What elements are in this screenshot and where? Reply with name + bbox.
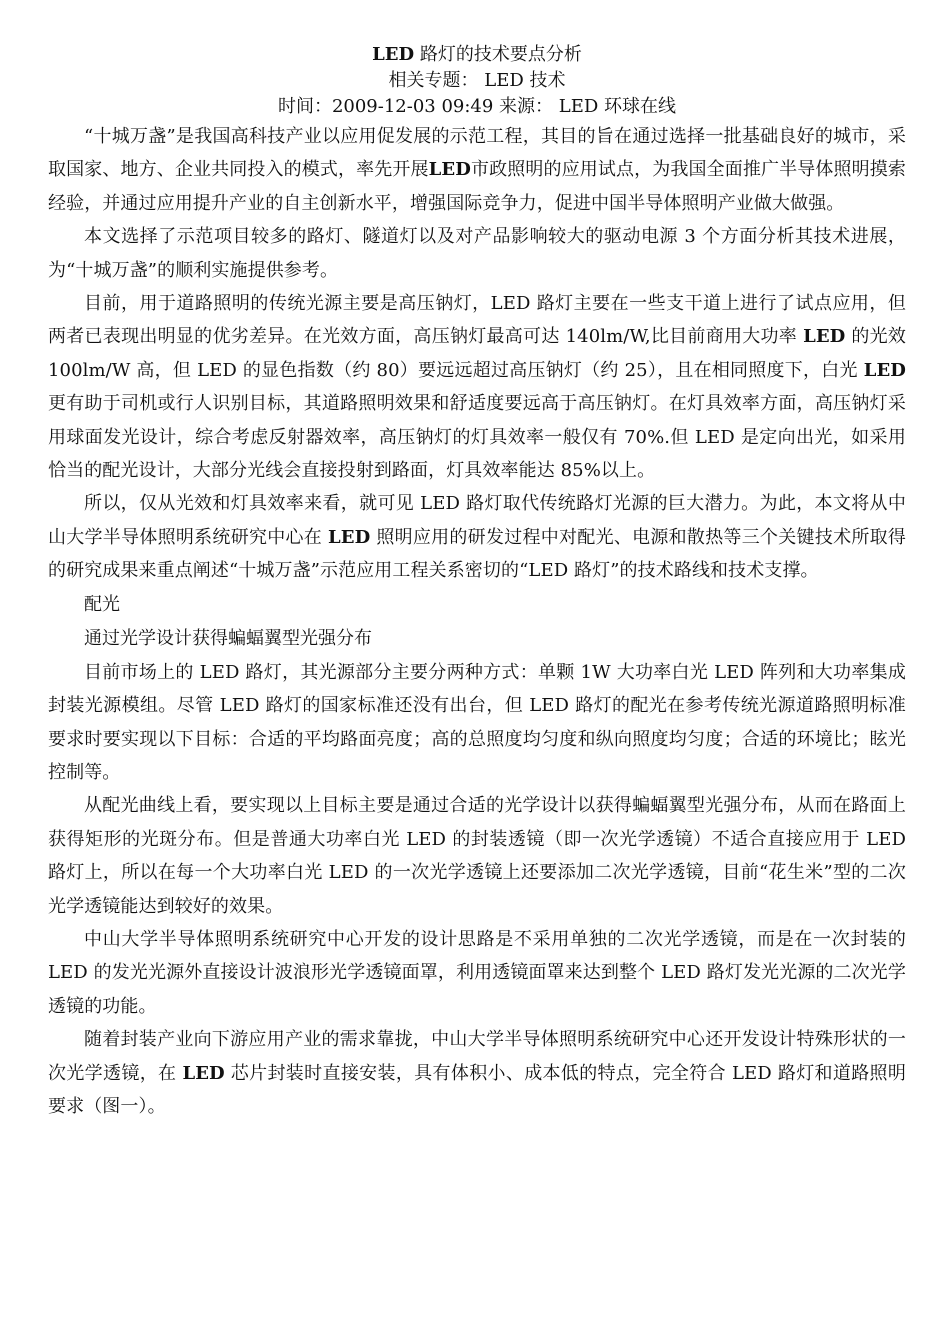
paragraph-primary-lens: 随着封装产业向下游应用产业的需求靠拢，中山大学半导体照明系统研究中心还开发设计特殊形状的一次光学透镜，在 LED 芯片封装时直接安装，具有体积小、成本低的特点，完全符合 LED 路灯和道路照明要求（图一）。	[48, 1029, 906, 1117]
paragraph-light-sources: 目前市场上的 LED 路灯，其光源部分主要分两种方式：单颗 1W 大功率白光 LED 阵列和大功率集成封装光源模组。尽管 LED 路灯的国家标准还没有出台，但 LED 路灯的配光在参考传统光源道路照明标准要求时要实现以下目标：合适的平均路面亮度；高的总照度均匀度和纵向照度均匀度；合适的环境比；眩光控制等。	[48, 661, 906, 783]
publish-meta: 时间：2009-12-03 09:49 来源： LED 环球在线	[277, 96, 677, 117]
document-title	[48, 42, 906, 68]
paragraph-intro: “十城万盏”是我国高科技产业以应用促发展的示范工程，其目的旨在通过选择一批基础良好的城市，采取国家、地方、企业共同投入的模式，率先开展LED市政照明的应用试点，为我国全面推广半导体照明摸索经验，并通过应用提升产业的自主创新水平，增强国际竞争力，促进中国半导体照明产业做大做强。	[48, 126, 906, 214]
paragraph-potential: 所以，仅从光效和灯具效率来看，就可见 LED 路灯取代传统路灯光源的巨大潜力。为此，本文将从中山大学半导体照明系统研究中心在 LED 照明应用的研发过程中对配光、电源和散热等三个关键技术所取得的研究成果来重点阐述“十城万盏”示范应用工程关系密切的“LED 路灯”的技术路线和技术支撑。	[48, 493, 906, 582]
title-bold-part: LED	[372, 44, 415, 65]
section-heading: 配光	[84, 593, 120, 615]
sub-heading: 通过光学设计获得蝙蝠翼型光强分布	[84, 627, 372, 649]
paragraph-comparison: 目前，用于道路照明的传统光源主要是高压钠灯，LED 路灯主要在一些支干道上进行了试点应用，但两者已表现出明显的优劣差异。在光效方面，高压钠灯最高可达 140lm/W,比目前商用大功率 LED 的光效 100lm/W 高，但 LED 的显色指数（约 80）要远远超过高压钠灯（约 25），且在相同照度下，白光 LED 更有助于司机或行人识别目标，其道路照明效果和舒适度要远高于高压钠灯。在灯具效率方面，高压钠灯采用球面发光设计，综合考虑反射器效率，高压钠灯的灯具效率一般仅有 70%.但 LED 是定向出光，如采用恰当的配光设计，大部分光线会直接投射到路面，灯具效率能达 85%以上。	[48, 293, 906, 482]
document-page	[48, 42, 906, 1123]
related-topic: 相关专题： LED 技术	[388, 70, 566, 91]
paragraph-design-idea: 中山大学半导体照明系统研究中心开发的设计思路是不采用单独的二次光学透镜，而是在一次封装的 LED 的发光光源外直接设计波浪形光学透镜面罩，利用透镜面罩来达到整个 LED 路灯发光光源的二次光学透镜的功能。	[48, 928, 906, 1017]
title-text: 路灯的技术要点分析	[414, 44, 582, 65]
paragraph-batwing: 从配光曲线上看，要实现以上目标主要是通过合适的光学设计以获得蝙蝠翼型光强分布，从而在路面上获得矩形的光斑分布。但是普通大功率白光 LED 的封装透镜（即一次光学透镜）不适合直接应用于 LED 路灯上，所以在每一个大功率白光 LED 的一次光学透镜上还要添加二次光学透镜，目前“花生米”型的二次光学透镜能达到较好的效果。	[48, 795, 906, 917]
paragraph-scope: 本文选择了示范项目较多的路灯、隧道灯以及对产品影响较大的驱动电源 3 个方面分析其技术进展，为“十城万盏”的顺利实施提供参考。	[48, 226, 906, 281]
